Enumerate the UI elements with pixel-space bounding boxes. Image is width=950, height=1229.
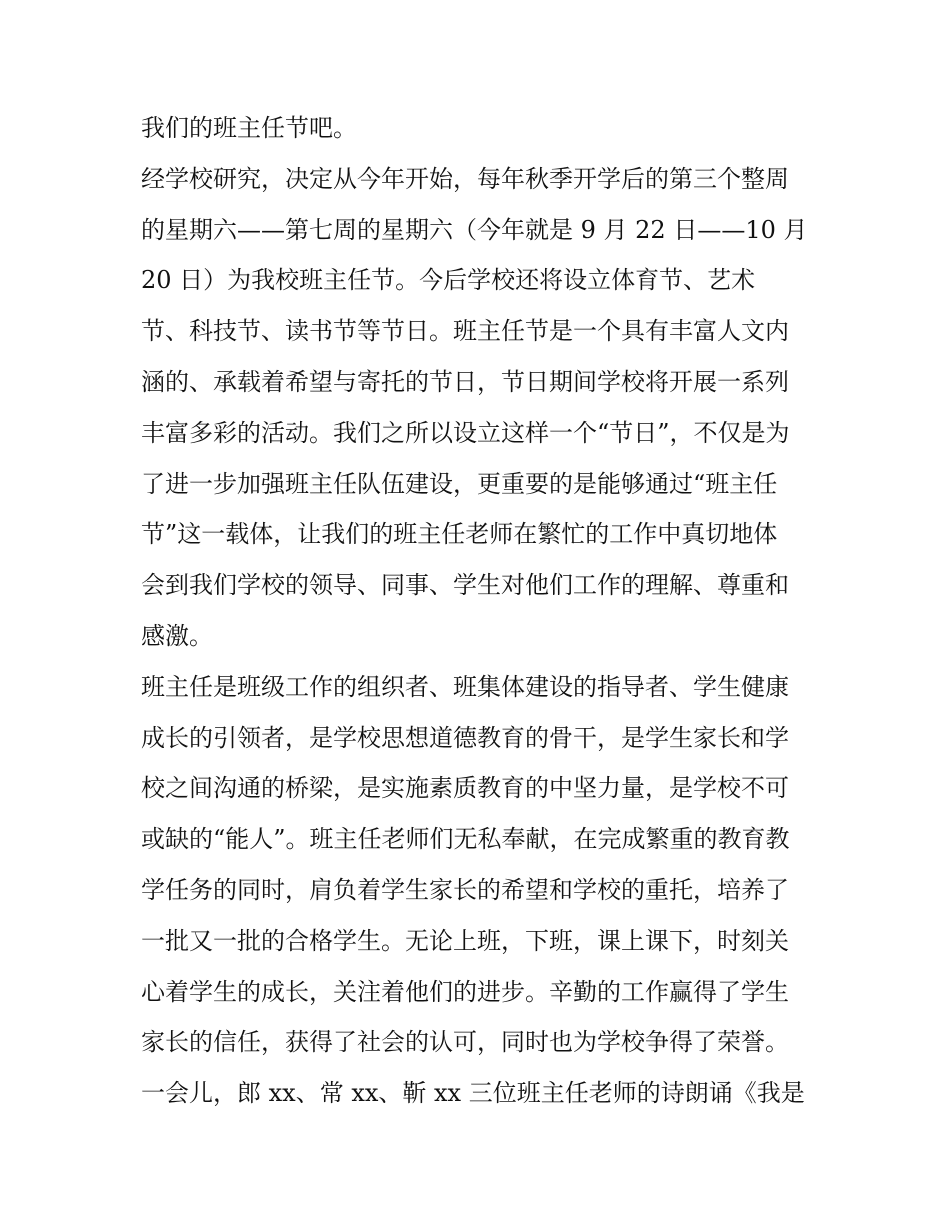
text-line: 20 日）为我校班主任节。今后学校还将设立体育节、艺术 (141, 266, 756, 295)
text-line: 丰富多彩的活动。我们之所以设立这样一个“节日”，不仅是为 (141, 418, 790, 447)
text-line: 校之间沟通的桥梁，是实施素质教育的中坚力量，是学校不可 (141, 774, 789, 803)
text-line: 我们的班主任节吧。 (141, 114, 357, 142)
text-line: 经学校研究，决定从今年开始，每年秋季开学后的第三个整周 (141, 164, 789, 193)
text-line: 涵的、承载着希望与寄托的节日，节日期间学校将开展一系列 (141, 367, 789, 396)
text-line: 的星期六——第七周的星期六（今年就是 9 月 22 日——10 月 (141, 215, 808, 244)
text-line: 节”这一载体，让我们的班主任老师在繁忙的工作中真切地体 (141, 520, 778, 549)
text-line: 班主任是班级工作的组织者、班集体建设的指导者、学生健康 (141, 672, 789, 701)
text-line: 一批又一批的合格学生。无论上班，下班，课上课下，时刻关 (141, 926, 789, 955)
text-line: 心着学生的成长，关注着他们的进步。辛勤的工作赢得了学生 (141, 977, 789, 1006)
text-line: 会到我们学校的领导、同事、学生对他们工作的理解、尊重和 (141, 571, 789, 600)
document-body (141, 103, 813, 1119)
text-line: 了进一步加强班主任队伍建设，更重要的是能够通过“班主任 (141, 469, 778, 498)
text-line: 或缺的“能人”。班主任老师们无私奉献，在完成繁重的教育教 (141, 825, 790, 854)
text-line: 节、科技节、读书节等节日。班主任节是一个具有丰富人文内 (141, 317, 789, 346)
text-line: 学任务的同时，肩负着学生家长的希望和学校的重托，培养了 (141, 875, 789, 904)
text-line: 感激。 (141, 621, 213, 650)
text-line: 家长的信任，获得了社会的认可，同时也为学校争得了荣誉。 (141, 1028, 789, 1057)
text-line: 一会儿，郎 xx、常 xx、靳 xx 三位班主任老师的诗朗诵《我是 (141, 1079, 805, 1108)
text-line: 成长的引领者，是学校思想道德教育的骨干，是学生家长和学 (141, 723, 789, 752)
